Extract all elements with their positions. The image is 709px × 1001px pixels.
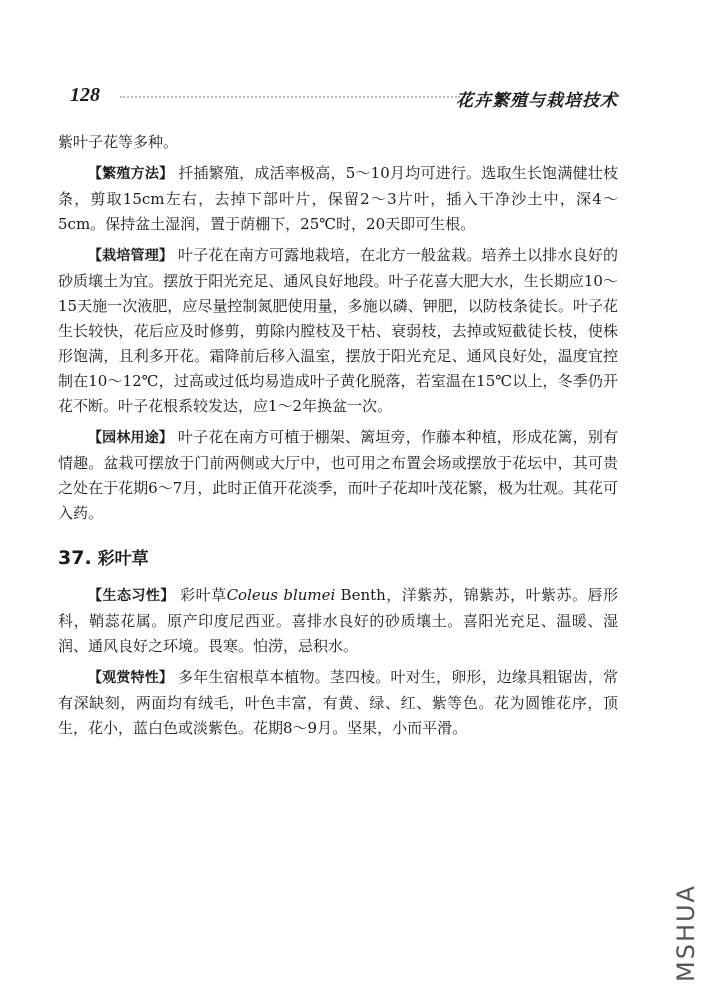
paragraph-text: 叶子花在南方可植于棚架、篱垣旁，作藤本种植，形成花篱，别有情趣。盆栽可摆放于门前两侧或大厅中，也可用之布置会场或摆放于花坛中，其可贵之处在于花期6～7月，此时正值开花淡季，而叶子花却叶茂花繁，极为壮观。其花可入药。 [58,428,618,522]
section-title: 彩叶草 [97,549,149,569]
paragraph-tag: 【繁殖方法】 [88,166,174,182]
paragraph-ecology [58,583,618,659]
page-header [70,84,618,110]
paragraph-tag: 【观赏特性】 [88,670,174,686]
paragraph-text: 彩叶草 [180,586,227,604]
paragraph-propagation [58,161,618,237]
paragraph-tag: 【生态习性】 [88,588,175,604]
paragraph-text: 叶子花在南方可露地栽培，在北方一般盆栽。培养土以排水良好的砂质壤土为宜。摆放于阳光充足、通风良好地段。叶子花喜大肥大水，生长期应10～15天施一次液肥，应尽量控制氮肥使用量，多施以磷、钾肥，以防枝条徒长。叶子花生长较快，花后应及时修剪，剪除内膛枝及干枯、衰弱枝，去掉或短截徒长枝，使株形饱满，且利多开花。霜降前后移入温室，摆放于阳光充足、通风良好处，温度宜控制在10～12℃，过高或过低均易造成叶子黄化脱落，若室温在15℃以上，冬季仍开花不断。叶子花根系较发达，应1～2年换盆一次。 [58,246,618,415]
latin-name: Coleus blumei [226,586,336,604]
paragraph-ornamental [58,665,618,741]
paragraph-text: 多年生宿根草本植物。茎四棱。叶对生，卵形，边缘具粗锯齿，常有深缺刻，两面均有绒毛，叶色丰富，有黄、绿、红、紫等色。花为圆锥花序，顶生，花小，蓝白色或淡紫色。花期8～9月。坚果，小而平滑。 [58,668,618,737]
paragraph-tag: 【园林用途】 [88,430,174,446]
watermark [671,873,701,993]
paragraph-text: Benth，洋紫苏，锦紫苏，叶紫苏。唇形科，鞘蕊花属。原产印度尼西亚。喜排水良好的砂质壤土。喜阳光充足、温暖、湿润、通风良好之环境。畏寒。怕涝，忌积水。 [58,586,618,655]
watermark-text: MSHUA [672,884,700,982]
section-number: 37. [58,547,92,569]
paragraph-cultivation [58,243,618,419]
page-content [58,130,618,747]
section-heading [58,544,618,569]
paragraph-tag: 【栽培管理】 [88,248,174,264]
intro-line: 紫叶子花等多种。 [58,133,179,151]
running-title: 花卉繁殖与栽培技术 [456,91,618,111]
paragraph-landscape-use [58,425,618,526]
page-number: 128 [70,84,100,106]
header-rule [120,96,460,98]
paragraph-text: 扦插繁殖，成活率极高，5～10月均可进行。选取生长饱满健壮枝条，剪取15cm左右，去掉下部叶片，保留2～3片叶，插入干净沙土中，深4～5cm。保持盆土湿润，置于荫棚下，25℃时，20天即可生根。 [58,164,619,233]
